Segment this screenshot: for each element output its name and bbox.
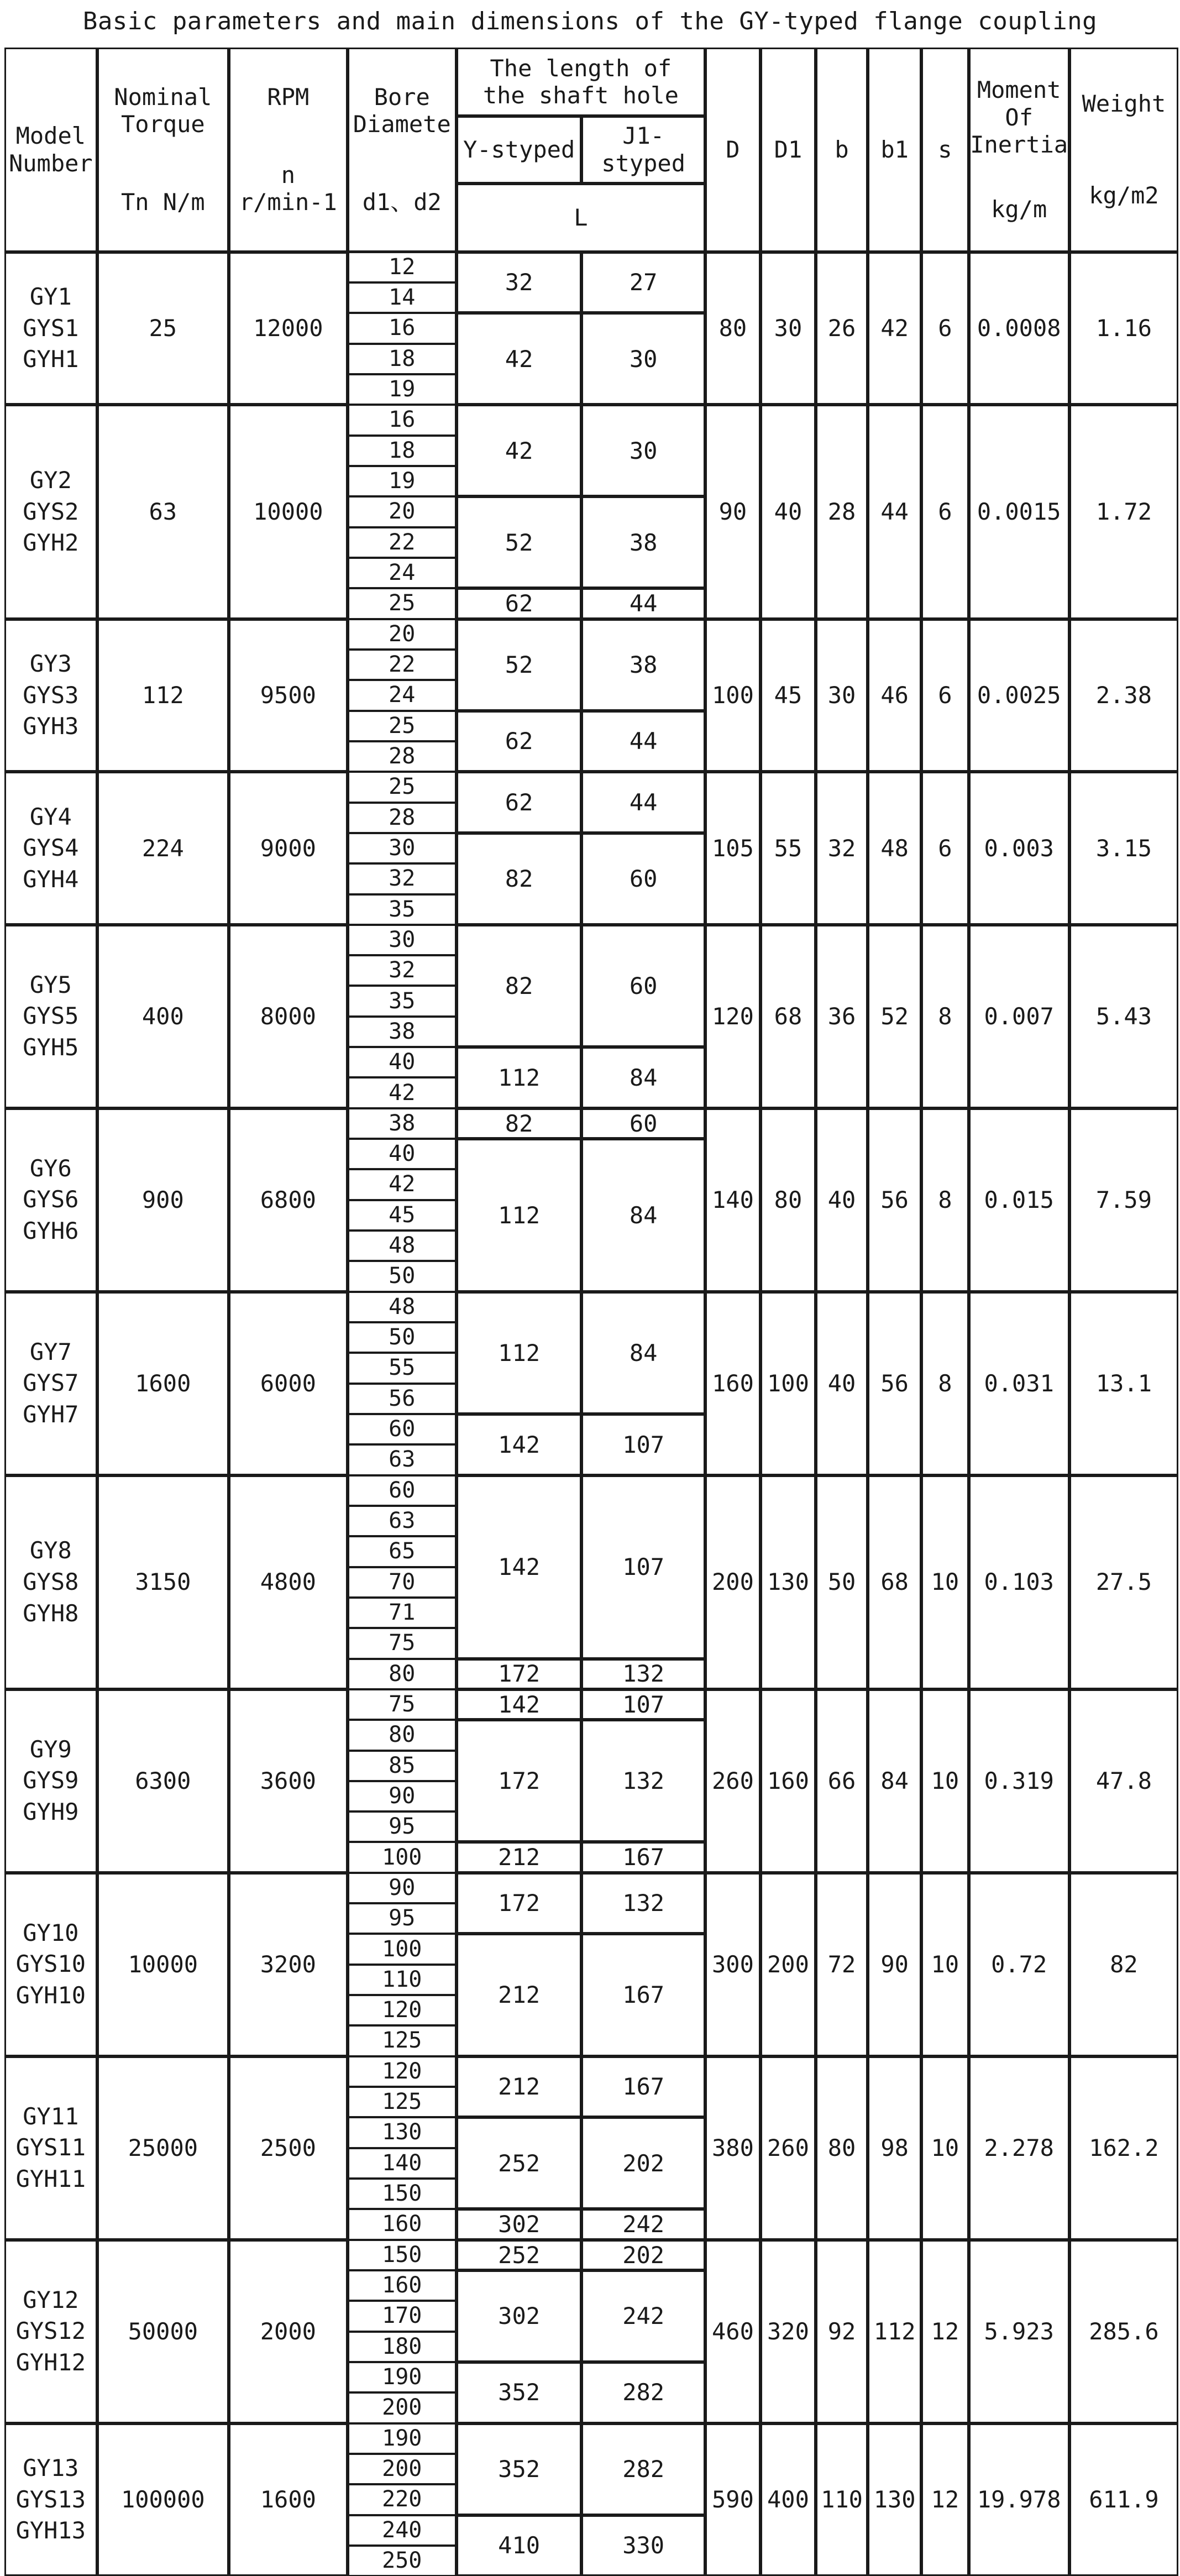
header-y-styped: Y-styped xyxy=(457,116,582,183)
d-cell: 590 xyxy=(705,2423,761,2576)
y-length-cell: 172 xyxy=(457,1720,582,1842)
bore-cell: 28 xyxy=(348,741,457,772)
bore-cell: 48 xyxy=(348,1292,457,1322)
header-inertia-unit: kg/m xyxy=(991,195,1047,223)
d-cell: 90 xyxy=(705,405,761,619)
torque-cell: 112 xyxy=(97,619,229,772)
bore-cell: 45 xyxy=(348,1200,457,1231)
model-cell: GY10 GYS10 GYH10 xyxy=(4,1873,97,2056)
weight-cell: 1.72 xyxy=(1069,405,1178,619)
bore-cell: 63 xyxy=(348,1444,457,1475)
b1-cell: 130 xyxy=(868,2423,921,2576)
j1-length-cell: 60 xyxy=(581,833,705,925)
bore-cell: 24 xyxy=(348,558,457,588)
rpm-cell: 2500 xyxy=(229,2056,348,2240)
j1-length-cell: 30 xyxy=(581,313,705,405)
torque-cell: 6300 xyxy=(97,1689,229,1873)
bore-cell: 130 xyxy=(348,2117,457,2148)
s-cell: 12 xyxy=(921,2423,968,2576)
y-length-cell: 172 xyxy=(457,1659,582,1689)
bore-cell: 100 xyxy=(348,1842,457,1872)
d1-cell: 100 xyxy=(761,1292,816,1475)
header-rpm-label: RPM xyxy=(267,83,310,111)
rpm-cell: 1600 xyxy=(229,2423,348,2576)
j1-length-cell: 282 xyxy=(581,2423,705,2515)
bore-cell: 190 xyxy=(348,2423,457,2454)
j1-length-cell: 107 xyxy=(581,1475,705,1659)
bore-cell: 19 xyxy=(348,466,457,496)
weight-cell: 2.38 xyxy=(1069,619,1178,772)
bore-cell: 40 xyxy=(348,1047,457,1077)
header-weight-unit: kg/m2 xyxy=(1089,182,1159,210)
bore-cell: 75 xyxy=(348,1689,457,1720)
y-length-cell: 212 xyxy=(457,2056,582,2118)
bore-cell: 50 xyxy=(348,1322,457,1353)
header-model: Model Number xyxy=(4,48,97,252)
y-length-cell: 32 xyxy=(457,252,582,313)
torque-cell: 25000 xyxy=(97,2056,229,2240)
b-cell: 80 xyxy=(816,2056,868,2240)
rpm-cell: 2000 xyxy=(229,2240,348,2423)
d1-cell: 320 xyxy=(761,2240,816,2423)
header-rpm xyxy=(229,48,348,252)
b1-cell: 52 xyxy=(868,925,921,1108)
bore-cell: 63 xyxy=(348,1506,457,1536)
torque-cell: 100000 xyxy=(97,2423,229,2576)
inertia-cell: 0.72 xyxy=(969,1873,1069,2056)
header-b1: b1 xyxy=(868,48,921,252)
bore-cell: 60 xyxy=(348,1475,457,1506)
bore-cell: 22 xyxy=(348,650,457,680)
header-shaft-length: The length of the shaft hole xyxy=(457,48,705,116)
y-length-cell: 410 xyxy=(457,2515,582,2576)
bore-cell: 85 xyxy=(348,1751,457,1781)
b1-cell: 84 xyxy=(868,1689,921,1873)
model-cell: GY6 GYS6 GYH6 xyxy=(4,1108,97,1292)
bore-cell: 71 xyxy=(348,1598,457,1628)
b1-cell: 48 xyxy=(868,772,921,925)
inertia-cell: 0.031 xyxy=(969,1292,1069,1475)
bore-cell: 60 xyxy=(348,1414,457,1444)
bore-cell: 38 xyxy=(348,1108,457,1139)
d-cell: 200 xyxy=(705,1475,761,1689)
bore-cell: 95 xyxy=(348,1811,457,1842)
bore-cell: 38 xyxy=(348,1017,457,1047)
header-inertia xyxy=(969,48,1069,252)
bore-cell: 28 xyxy=(348,803,457,833)
inertia-cell: 19.978 xyxy=(969,2423,1069,2576)
j1-length-cell: 202 xyxy=(581,2240,705,2270)
model-cell: GY7 GYS7 GYH7 xyxy=(4,1292,97,1475)
rpm-cell: 4800 xyxy=(229,1475,348,1689)
weight-cell: 27.5 xyxy=(1069,1475,1178,1689)
torque-cell: 3150 xyxy=(97,1475,229,1689)
inertia-cell: 0.103 xyxy=(969,1475,1069,1689)
bore-cell: 240 xyxy=(348,2515,457,2546)
y-length-cell: 112 xyxy=(457,1047,582,1108)
bore-cell: 55 xyxy=(348,1353,457,1383)
y-length-cell: 112 xyxy=(457,1139,582,1292)
rpm-cell: 6800 xyxy=(229,1108,348,1292)
y-length-cell: 82 xyxy=(457,925,582,1047)
header-bore-unit: d1、d2 xyxy=(362,189,442,216)
model-cell: GY13 GYS13 GYH13 xyxy=(4,2423,97,2576)
s-cell: 8 xyxy=(921,925,968,1108)
bore-cell: 24 xyxy=(348,680,457,710)
model-cell: GY11 GYS11 GYH11 xyxy=(4,2056,97,2240)
y-length-cell: 82 xyxy=(457,1108,582,1139)
b-cell: 40 xyxy=(816,1108,868,1292)
bore-cell: 200 xyxy=(348,2392,457,2423)
y-length-cell: 52 xyxy=(457,496,582,588)
y-length-cell: 82 xyxy=(457,833,582,925)
b1-cell: 98 xyxy=(868,2056,921,2240)
bore-cell: 14 xyxy=(348,282,457,313)
d1-cell: 260 xyxy=(761,2056,816,2240)
d-cell: 260 xyxy=(705,1689,761,1873)
d1-cell: 160 xyxy=(761,1689,816,1873)
d-cell: 120 xyxy=(705,925,761,1108)
s-cell: 6 xyxy=(921,772,968,925)
bore-cell: 30 xyxy=(348,925,457,955)
s-cell: 10 xyxy=(921,1873,968,2056)
model-cell: GY1 GYS1 GYH1 xyxy=(4,252,97,405)
d-cell: 140 xyxy=(705,1108,761,1292)
j1-length-cell: 242 xyxy=(581,2209,705,2239)
header-l: L xyxy=(457,184,705,252)
bore-cell: 90 xyxy=(348,1781,457,1811)
inertia-cell: 2.278 xyxy=(969,2056,1069,2240)
bore-cell: 30 xyxy=(348,833,457,863)
header-torque-label: Nominal Torque xyxy=(114,83,212,138)
bore-cell: 80 xyxy=(348,1659,457,1689)
b1-cell: 46 xyxy=(868,619,921,772)
rpm-cell: 8000 xyxy=(229,925,348,1108)
j1-length-cell: 84 xyxy=(581,1139,705,1292)
bore-cell: 120 xyxy=(348,2056,457,2087)
bore-cell: 95 xyxy=(348,1903,457,1934)
bore-cell: 125 xyxy=(348,2025,457,2056)
b-cell: 50 xyxy=(816,1475,868,1689)
bore-cell: 18 xyxy=(348,436,457,466)
j1-length-cell: 60 xyxy=(581,1108,705,1139)
b1-cell: 56 xyxy=(868,1108,921,1292)
s-cell: 6 xyxy=(921,252,968,405)
b-cell: 72 xyxy=(816,1873,868,2056)
weight-cell: 47.8 xyxy=(1069,1689,1178,1873)
bore-cell: 12 xyxy=(348,252,457,282)
bore-cell: 22 xyxy=(348,527,457,558)
b1-cell: 42 xyxy=(868,252,921,405)
header-s: s xyxy=(921,48,968,252)
d-cell: 460 xyxy=(705,2240,761,2423)
rpm-cell: 10000 xyxy=(229,405,348,619)
inertia-cell: 5.923 xyxy=(969,2240,1069,2423)
j1-length-cell: 167 xyxy=(581,1842,705,1872)
y-length-cell: 302 xyxy=(457,2270,582,2362)
b1-cell: 56 xyxy=(868,1292,921,1475)
weight-cell: 82 xyxy=(1069,1873,1178,2056)
j1-length-cell: 44 xyxy=(581,711,705,772)
bore-cell: 90 xyxy=(348,1873,457,1903)
j1-length-cell: 44 xyxy=(581,588,705,619)
y-length-cell: 142 xyxy=(457,1475,582,1659)
j1-length-cell: 202 xyxy=(581,2117,705,2209)
bore-cell: 70 xyxy=(348,1567,457,1598)
torque-cell: 50000 xyxy=(97,2240,229,2423)
rpm-cell: 3200 xyxy=(229,1873,348,2056)
torque-cell: 900 xyxy=(97,1108,229,1292)
bore-cell: 25 xyxy=(348,772,457,802)
y-length-cell: 142 xyxy=(457,1414,582,1475)
bore-cell: 80 xyxy=(348,1720,457,1750)
rpm-cell: 6000 xyxy=(229,1292,348,1475)
s-cell: 6 xyxy=(921,405,968,619)
b1-cell: 90 xyxy=(868,1873,921,2056)
b-cell: 32 xyxy=(816,772,868,925)
inertia-cell: 0.0008 xyxy=(969,252,1069,405)
j1-length-cell: 330 xyxy=(581,2515,705,2576)
header-d1: D1 xyxy=(761,48,816,252)
header-weight xyxy=(1069,48,1178,252)
d1-cell: 80 xyxy=(761,1108,816,1292)
bore-cell: 16 xyxy=(348,405,457,435)
bore-cell: 150 xyxy=(348,2240,457,2270)
y-length-cell: 112 xyxy=(457,1292,582,1414)
b-cell: 110 xyxy=(816,2423,868,2576)
bore-cell: 20 xyxy=(348,619,457,650)
d1-cell: 30 xyxy=(761,252,816,405)
d1-cell: 45 xyxy=(761,619,816,772)
weight-cell: 611.9 xyxy=(1069,2423,1178,2576)
b1-cell: 68 xyxy=(868,1475,921,1689)
y-length-cell: 62 xyxy=(457,772,582,833)
j1-length-cell: 38 xyxy=(581,619,705,711)
bore-cell: 250 xyxy=(348,2546,457,2576)
d-cell: 160 xyxy=(705,1292,761,1475)
j1-length-cell: 167 xyxy=(581,2056,705,2118)
b1-cell: 44 xyxy=(868,405,921,619)
s-cell: 8 xyxy=(921,1108,968,1292)
model-cell: GY9 GYS9 GYH9 xyxy=(4,1689,97,1873)
model-cell: GY12 GYS12 GYH12 xyxy=(4,2240,97,2423)
j1-length-cell: 167 xyxy=(581,1934,705,2056)
b-cell: 26 xyxy=(816,252,868,405)
header-weight-label: Weight xyxy=(1082,90,1166,118)
bore-cell: 42 xyxy=(348,1169,457,1200)
inertia-cell: 0.0015 xyxy=(969,405,1069,619)
j1-length-cell: 27 xyxy=(581,252,705,313)
weight-cell: 1.16 xyxy=(1069,252,1178,405)
torque-cell: 10000 xyxy=(97,1873,229,2056)
weight-cell: 5.43 xyxy=(1069,925,1178,1108)
inertia-cell: 0.015 xyxy=(969,1108,1069,1292)
model-cell: GY2 GYS2 GYH2 xyxy=(4,405,97,619)
header-inertia-label: Moment Of Inertia xyxy=(970,76,1068,159)
y-length-cell: 252 xyxy=(457,2240,582,2270)
weight-cell: 285.6 xyxy=(1069,2240,1178,2423)
bore-cell: 48 xyxy=(348,1231,457,1261)
j1-length-cell: 132 xyxy=(581,1873,705,1934)
bore-cell: 150 xyxy=(348,2179,457,2209)
y-length-cell: 352 xyxy=(457,2362,582,2423)
d-cell: 100 xyxy=(705,619,761,772)
model-cell: GY3 GYS3 GYH3 xyxy=(4,619,97,772)
header-torque-unit: Tn N/m xyxy=(120,189,205,216)
header-bore xyxy=(348,48,457,252)
d1-cell: 40 xyxy=(761,405,816,619)
torque-cell: 224 xyxy=(97,772,229,925)
model-cell: GY5 GYS5 GYH5 xyxy=(4,925,97,1108)
j1-length-cell: 38 xyxy=(581,496,705,588)
bore-cell: 18 xyxy=(348,344,457,374)
header-d: D xyxy=(705,48,761,252)
j1-length-cell: 132 xyxy=(581,1720,705,1842)
d1-cell: 55 xyxy=(761,772,816,925)
y-length-cell: 52 xyxy=(457,619,582,711)
bore-cell: 35 xyxy=(348,986,457,1016)
b-cell: 28 xyxy=(816,405,868,619)
bore-cell: 170 xyxy=(348,2301,457,2331)
rpm-cell: 9000 xyxy=(229,772,348,925)
b1-cell: 112 xyxy=(868,2240,921,2423)
bore-cell: 125 xyxy=(348,2087,457,2117)
y-length-cell: 62 xyxy=(457,711,582,772)
b-cell: 36 xyxy=(816,925,868,1108)
coupling-spec-table xyxy=(4,48,1178,2573)
bore-cell: 110 xyxy=(348,1965,457,1995)
d-cell: 80 xyxy=(705,252,761,405)
j1-length-cell: 242 xyxy=(581,2270,705,2362)
y-length-cell: 352 xyxy=(457,2423,582,2515)
y-length-cell: 142 xyxy=(457,1689,582,1720)
weight-cell: 162.2 xyxy=(1069,2056,1178,2240)
y-length-cell: 212 xyxy=(457,1842,582,1872)
bore-cell: 200 xyxy=(348,2454,457,2484)
bore-cell: 35 xyxy=(348,894,457,925)
j1-length-cell: 107 xyxy=(581,1414,705,1475)
d1-cell: 130 xyxy=(761,1475,816,1689)
s-cell: 10 xyxy=(921,1475,968,1689)
b-cell: 92 xyxy=(816,2240,868,2423)
header-rpm-unit: n r/min-1 xyxy=(239,161,337,216)
j1-length-cell: 44 xyxy=(581,772,705,833)
inertia-cell: 0.007 xyxy=(969,925,1069,1108)
bore-cell: 75 xyxy=(348,1628,457,1658)
y-length-cell: 172 xyxy=(457,1873,582,1934)
page-title: Basic parameters and main dimensions of the GY-typed flange coupling xyxy=(82,7,1098,35)
bore-cell: 20 xyxy=(348,496,457,527)
y-length-cell: 62 xyxy=(457,588,582,619)
bore-cell: 19 xyxy=(348,374,457,405)
inertia-cell: 0.319 xyxy=(969,1689,1069,1873)
torque-cell: 63 xyxy=(97,405,229,619)
bore-cell: 190 xyxy=(348,2362,457,2392)
bore-cell: 32 xyxy=(348,955,457,986)
bore-cell: 25 xyxy=(348,588,457,619)
s-cell: 12 xyxy=(921,2240,968,2423)
y-length-cell: 302 xyxy=(457,2209,582,2239)
header-j1-styped: J1-styped xyxy=(581,116,705,183)
weight-cell: 7.59 xyxy=(1069,1108,1178,1292)
b-cell: 30 xyxy=(816,619,868,772)
torque-cell: 25 xyxy=(97,252,229,405)
model-cell: GY4 GYS4 GYH4 xyxy=(4,772,97,925)
bore-cell: 160 xyxy=(348,2270,457,2301)
j1-length-cell: 84 xyxy=(581,1047,705,1108)
j1-length-cell: 30 xyxy=(581,405,705,496)
bore-cell: 120 xyxy=(348,1995,457,2025)
j1-length-cell: 282 xyxy=(581,2362,705,2423)
rpm-cell: 9500 xyxy=(229,619,348,772)
torque-cell: 400 xyxy=(97,925,229,1108)
bore-cell: 100 xyxy=(348,1934,457,1964)
y-length-cell: 212 xyxy=(457,1934,582,2056)
d1-cell: 400 xyxy=(761,2423,816,2576)
b-cell: 40 xyxy=(816,1292,868,1475)
j1-length-cell: 84 xyxy=(581,1292,705,1414)
y-length-cell: 252 xyxy=(457,2117,582,2209)
bore-cell: 220 xyxy=(348,2484,457,2515)
j1-length-cell: 132 xyxy=(581,1659,705,1689)
inertia-cell: 0.003 xyxy=(969,772,1069,925)
d1-cell: 200 xyxy=(761,1873,816,2056)
j1-length-cell: 107 xyxy=(581,1689,705,1720)
rpm-cell: 3600 xyxy=(229,1689,348,1873)
s-cell: 8 xyxy=(921,1292,968,1475)
d-cell: 380 xyxy=(705,2056,761,2240)
j1-length-cell: 60 xyxy=(581,925,705,1047)
header-b: b xyxy=(816,48,868,252)
torque-cell: 1600 xyxy=(97,1292,229,1475)
model-cell: GY8 GYS8 GYH8 xyxy=(4,1475,97,1689)
bore-cell: 50 xyxy=(348,1261,457,1291)
bore-cell: 65 xyxy=(348,1536,457,1567)
bore-cell: 56 xyxy=(348,1384,457,1414)
y-length-cell: 42 xyxy=(457,405,582,496)
b-cell: 66 xyxy=(816,1689,868,1873)
bore-cell: 180 xyxy=(348,2332,457,2362)
rpm-cell: 12000 xyxy=(229,252,348,405)
bore-cell: 160 xyxy=(348,2209,457,2239)
y-length-cell: 42 xyxy=(457,313,582,405)
header-bore-label: Bore Diamete xyxy=(353,83,451,138)
header-torque xyxy=(97,48,229,252)
d1-cell: 68 xyxy=(761,925,816,1108)
d-cell: 105 xyxy=(705,772,761,925)
d-cell: 300 xyxy=(705,1873,761,2056)
bore-cell: 16 xyxy=(348,313,457,343)
bore-cell: 42 xyxy=(348,1077,457,1108)
weight-cell: 13.1 xyxy=(1069,1292,1178,1475)
bore-cell: 25 xyxy=(348,711,457,741)
s-cell: 6 xyxy=(921,619,968,772)
bore-cell: 32 xyxy=(348,863,457,894)
s-cell: 10 xyxy=(921,2056,968,2240)
bore-cell: 40 xyxy=(348,1139,457,1169)
weight-cell: 3.15 xyxy=(1069,772,1178,925)
s-cell: 10 xyxy=(921,1689,968,1873)
bore-cell: 140 xyxy=(348,2148,457,2179)
inertia-cell: 0.0025 xyxy=(969,619,1069,772)
